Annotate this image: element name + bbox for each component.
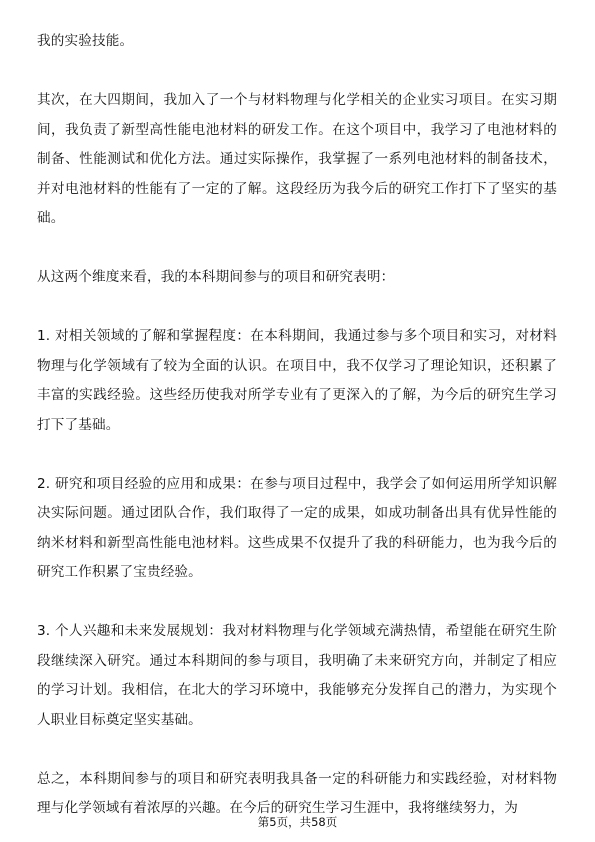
page-number-footer: 第5页，共58页 [257,815,338,829]
paragraph-point-1: 1. 对相关领域的了解和掌握程度：在本科期间，我通过参与多个项目和实习，对材料物理与化学领域有了较为全面的认识。在项目中，我不仅学习了理论知识，还积累了丰富的实践经验。这些经历使我对所学专业有了更深入的了解，为今后的研究生学习打下了基础。 [37,328,557,433]
document-body [37,27,557,824]
paragraph-continuation: 我的实验技能。 [37,33,134,49]
paragraph-summary-intro: 从这两个维度来看，我的本科期间参与的项目和研究表明： [37,269,395,285]
paragraph-spacer [37,57,557,87]
paragraph-spacer [37,293,557,323]
paragraph-spacer [37,234,557,264]
paragraph-spacer [37,588,557,618]
paragraph-internship: 其次，在大四期间，我加入了一个与材料物理与化学相关的企业实习项目。在实习期间，我负责了新型高性能电池材料的研发工作。在这个项目中，我学习了电池材料的制备、性能测试和优化方法。通过实际操作，我掌握了一系列电池材料的制备技术，并对电池材料的性能有了一定的了解。这段经历为我今后的研究工作打下了坚实的基础。 [37,92,557,226]
paragraph-conclusion: 总之，本科期间参与的项目和研究表明我具备一定的科研能力和实践经验，对材料物理与化学领域有着浓厚的兴趣。在今后的研究生学习生涯中，我将继续努力，为 [37,770,557,816]
paragraph-point-2: 2. 研究和项目经验的应用和成果：在参与项目过程中，我学会了如何运用所学知识解决实际问题。通过团队合作，我们取得了一定的成果，如成功制备出具有优异性能的纳米材料和新型高性能电池材料。这些成果不仅提升了我的科研能力，也为我今后的研究工作积累了宝贵经验。 [37,475,557,580]
paragraph-spacer [37,735,557,765]
paragraph-point-3: 3. 个人兴趣和未来发展规划：我对材料物理与化学领域充满热情，希望能在研究生阶段继续深入研究。通过本科期间的参与项目，我明确了未来研究方向，并制定了相应的学习计划。我相信，在北大的学习环境中，我能够充分发挥自己的潜力，为实现个人职业目标奠定坚实基础。 [37,623,557,728]
paragraph-spacer [37,440,557,470]
